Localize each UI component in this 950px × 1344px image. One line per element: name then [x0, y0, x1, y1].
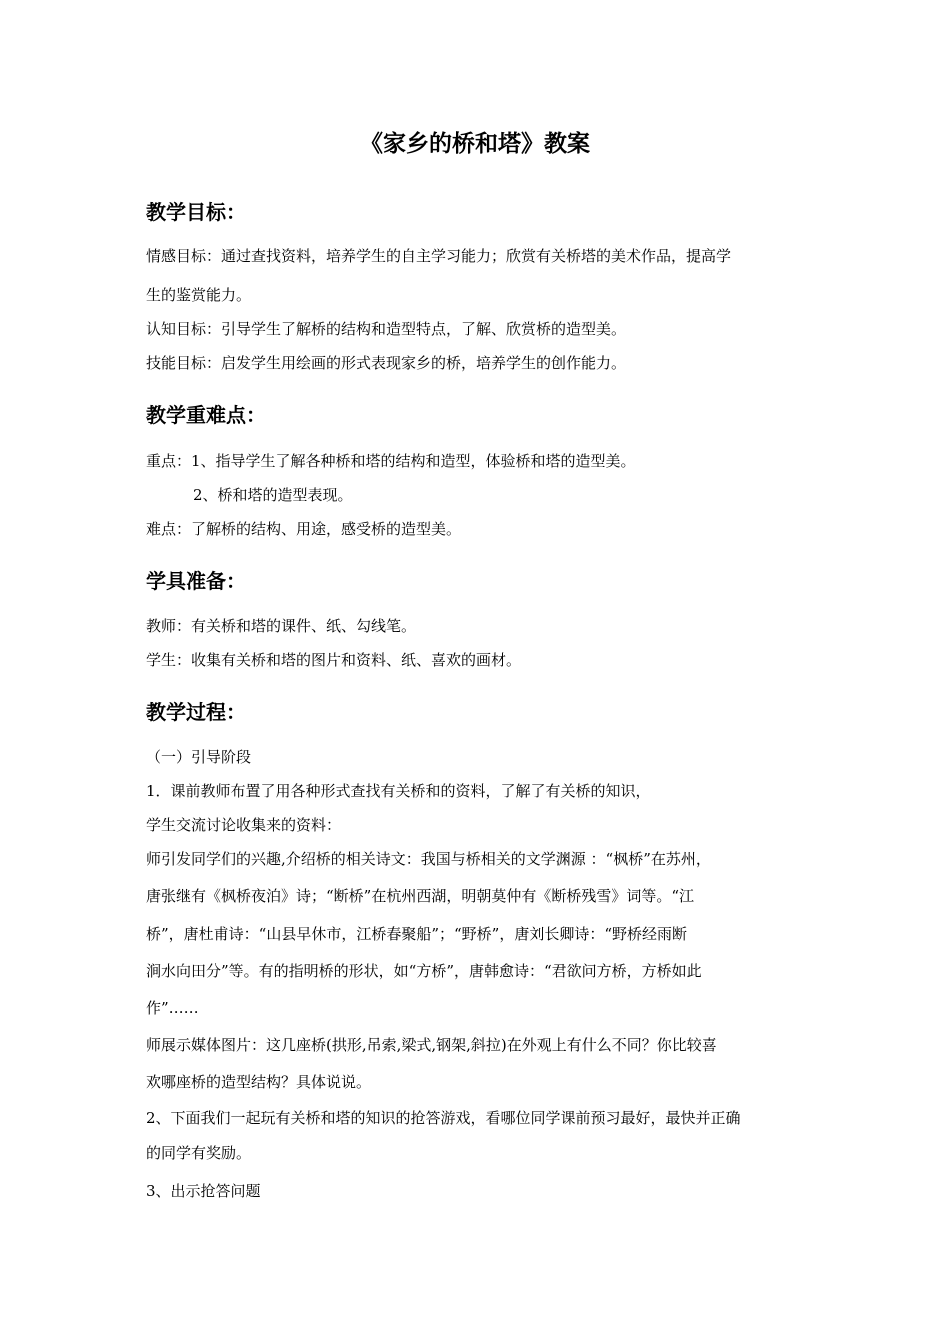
heading-materials: 学具准备：	[146, 569, 246, 593]
process-line: 唐张继有《枫桥夜泊》诗；“断桥”在杭州西湖，明朝莫仲有《断桥残雪》词等。“江	[146, 887, 695, 905]
process-line: 桥”，唐杜甫诗：“山县早休市，江桥春聚船”；“野桥”，唐刘长卿诗：“野桥经雨断	[146, 925, 688, 943]
process-line: （一）引导阶段	[146, 748, 252, 766]
heading-teaching-goals: 教学目标：	[146, 200, 246, 224]
process-line: 3、出示抢答问题	[146, 1182, 261, 1200]
process-line: 师引发同学们的兴趣,介绍桥的相关诗文：我国与桥相关的文学渊源 ：“枫桥”在苏州，	[146, 850, 711, 868]
goals-line: 生的鉴赏能力。	[146, 286, 252, 304]
goals-line: 认知目标：引导学生了解桥的结构和造型特点，了解、欣赏桥的造型美。	[146, 320, 627, 338]
keypoints-line: 重点：1、指导学生了解各种桥和塔的结构和造型，体验桥和塔的造型美。	[146, 452, 636, 470]
process-line: 学生交流讨论收集来的资料：	[146, 816, 342, 834]
process-line: 2、下面我们一起玩有关桥和塔的知识的抢答游戏，看哪位同学课前预习最好，最快并正确	[146, 1109, 741, 1127]
goals-line: 技能目标：启发学生用绘画的形式表现家乡的桥，培养学生的创作能力。	[146, 354, 627, 372]
materials-line: 教师：有关桥和塔的课件、纸、勾线笔。	[146, 617, 417, 635]
process-line: 1．课前教师布置了用各种形式查找有关桥和的资料，了解了有关桥的知识，	[146, 782, 651, 800]
process-line: 作”……	[146, 999, 199, 1017]
keypoints-line: 难点：了解桥的结构、用途，感受桥的造型美。	[146, 520, 462, 538]
document-title: 《家乡的桥和塔》教案	[360, 131, 590, 157]
process-line: 涧水向田分”等。有的指明桥的形状，如“方桥”，唐韩愈诗：“君欲问方桥，方桥如此	[146, 962, 702, 980]
heading-process: 教学过程：	[146, 700, 246, 724]
goals-line: 情感目标：通过查找资料，培养学生的自主学习能力；欣赏有关桥塔的美术作品，提高学	[146, 247, 732, 265]
keypoints-line: 2、桥和塔的造型表现。	[193, 486, 353, 504]
process-line: 欢哪座桥的造型结构？具体说说。	[146, 1073, 372, 1091]
process-line: 的同学有奖励。	[146, 1144, 252, 1162]
process-line: 师展示媒体图片：这几座桥(拱形,吊索,梁式,钢架,斜拉)在外观上有什么不同？你比较喜	[146, 1036, 717, 1054]
heading-key-points: 教学重难点：	[146, 403, 266, 427]
materials-line: 学生：收集有关桥和塔的图片和资料、纸、喜欢的画材。	[146, 651, 522, 669]
